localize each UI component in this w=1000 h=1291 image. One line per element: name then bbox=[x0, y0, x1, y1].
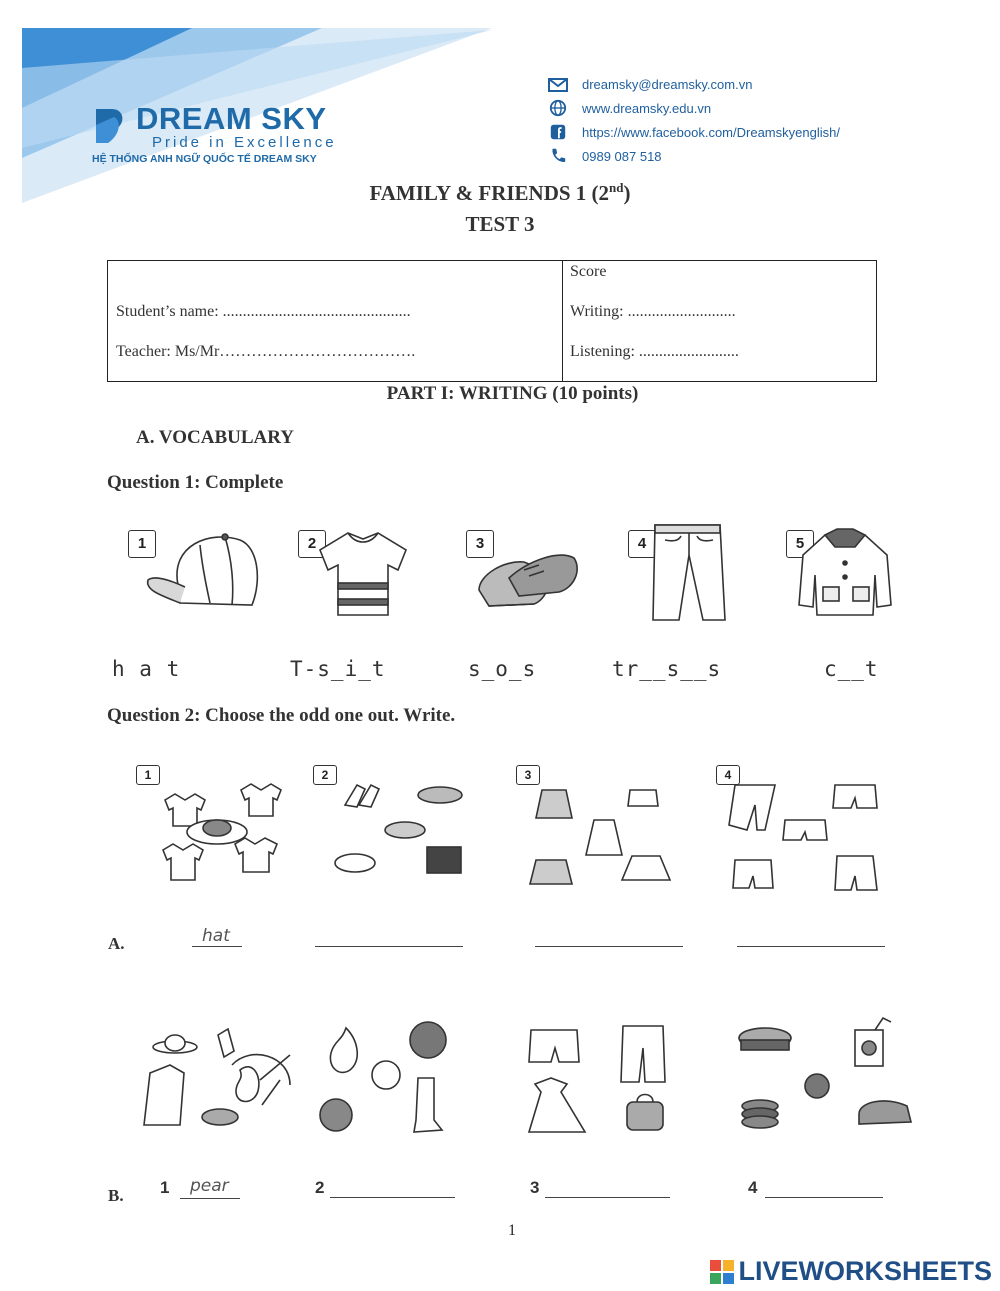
q1-item-number: 5 bbox=[786, 530, 814, 558]
logo bbox=[92, 103, 362, 173]
logo-subtitle: HỆ THỐNG ANH NGỮ QUỐC TẾ DREAM SKY bbox=[92, 153, 317, 165]
answer-line[interactable] bbox=[765, 1197, 883, 1198]
tshirt-icon bbox=[318, 525, 413, 620]
liveworksheets-mark-icon bbox=[710, 1260, 734, 1284]
mail-icon bbox=[548, 78, 568, 92]
answer-line[interactable] bbox=[535, 946, 683, 947]
clothes-bag-group-icon bbox=[525, 1022, 675, 1137]
shoes-icon bbox=[474, 540, 584, 615]
email-text[interactable]: dreamsky@dreamsky.com.vn bbox=[582, 77, 753, 92]
phone-icon bbox=[548, 147, 568, 165]
row-a-label: A. bbox=[108, 934, 125, 953]
row-b-item-number: 3 bbox=[530, 1178, 540, 1197]
facebook-icon bbox=[548, 123, 568, 141]
cap-icon bbox=[140, 525, 265, 620]
contact-facebook bbox=[548, 123, 840, 141]
answer-line bbox=[180, 1198, 240, 1199]
answer-line bbox=[192, 946, 242, 947]
q1-item-number: 3 bbox=[466, 530, 494, 558]
q1-item-number: 2 bbox=[298, 530, 326, 558]
coat-icon bbox=[795, 525, 895, 620]
q2a-item-number: 3 bbox=[516, 765, 540, 785]
row-b-item-number: 2 bbox=[315, 1178, 325, 1197]
question2-title: Question 2: Choose the odd one out. Write. bbox=[107, 705, 456, 726]
trousers-icon bbox=[645, 520, 730, 625]
q2a-item-number: 4 bbox=[716, 765, 740, 785]
globe-icon bbox=[548, 99, 568, 117]
table-divider bbox=[562, 261, 563, 381]
q1-item-number: 1 bbox=[128, 530, 156, 558]
q1-word[interactable]: tr__s__s bbox=[612, 657, 722, 681]
row-b-item-number: 4 bbox=[748, 1178, 758, 1197]
clothes-group-icon bbox=[155, 780, 290, 890]
liveworksheets-brand: LIVEWORKSHEETS bbox=[738, 1256, 992, 1286]
facebook-link[interactable]: https://www.facebook.com/Dreamskyenglish/ bbox=[582, 124, 840, 140]
clothes-pear-group-icon bbox=[140, 1025, 295, 1135]
q1-item-number: 4 bbox=[628, 530, 656, 558]
contact-website bbox=[548, 99, 711, 117]
q2a-item-number: 2 bbox=[313, 765, 337, 785]
logo-name: DREAM SKY bbox=[136, 101, 327, 136]
food-shoe-group-icon bbox=[735, 1018, 915, 1138]
title-superscript: nd bbox=[609, 180, 624, 195]
logo-tagline: Pride in Excellence bbox=[152, 134, 337, 151]
shoes-socks-group-icon bbox=[335, 775, 475, 885]
website-text[interactable]: www.dreamsky.edu.vn bbox=[582, 100, 712, 116]
contact-phone bbox=[548, 147, 662, 165]
test-title bbox=[0, 180, 1000, 206]
q1-word: h a t bbox=[112, 657, 181, 681]
q1-word[interactable]: s_o_s bbox=[468, 657, 537, 681]
test-number: TEST 3 bbox=[465, 212, 535, 236]
row-b-example-answer: pear bbox=[190, 1176, 229, 1196]
q1-word[interactable]: c__t bbox=[824, 657, 879, 681]
part-heading: PART I: WRITING (10 points) bbox=[386, 383, 639, 404]
student-info-table bbox=[107, 260, 877, 382]
page-number: 1 bbox=[508, 1222, 516, 1239]
listening-score-field[interactable]: Listening: ......................... bbox=[570, 343, 739, 360]
row-b-item-number: 1 bbox=[160, 1178, 170, 1197]
title-line1-end: ) bbox=[623, 181, 631, 205]
logo-mark-icon bbox=[92, 105, 128, 147]
shorts-trousers-group-icon bbox=[725, 780, 885, 895]
section-heading: A. VOCABULARY bbox=[136, 427, 295, 448]
teacher-field[interactable]: Teacher: Ms/Mr………………………………. bbox=[116, 343, 416, 360]
phone-text[interactable]: 0989 087 518 bbox=[582, 148, 662, 164]
title-line1: FAMILY & FRIENDS 1 (2 bbox=[369, 181, 610, 205]
answer-line[interactable] bbox=[545, 1197, 670, 1198]
question1-title: Question 1: Complete bbox=[107, 472, 284, 493]
row-b-label: B. bbox=[108, 1186, 124, 1205]
answer-line[interactable] bbox=[737, 946, 885, 947]
student-name-field[interactable]: Student’s name: ............................................... bbox=[116, 303, 411, 320]
liveworksheets-logo bbox=[710, 1256, 992, 1287]
row-a-example-answer: hat bbox=[202, 926, 230, 946]
writing-score-field[interactable]: Writing: ........................... bbox=[570, 303, 736, 320]
answer-line[interactable] bbox=[315, 946, 463, 947]
skirts-group-icon bbox=[530, 780, 685, 890]
answer-line[interactable] bbox=[330, 1197, 455, 1198]
score-label: Score bbox=[570, 263, 607, 280]
fruit-sock-group-icon bbox=[318, 1020, 463, 1140]
q2a-item-number: 1 bbox=[136, 765, 160, 785]
contact-email bbox=[548, 77, 752, 92]
q1-word[interactable]: T-s_i_t bbox=[290, 657, 386, 681]
